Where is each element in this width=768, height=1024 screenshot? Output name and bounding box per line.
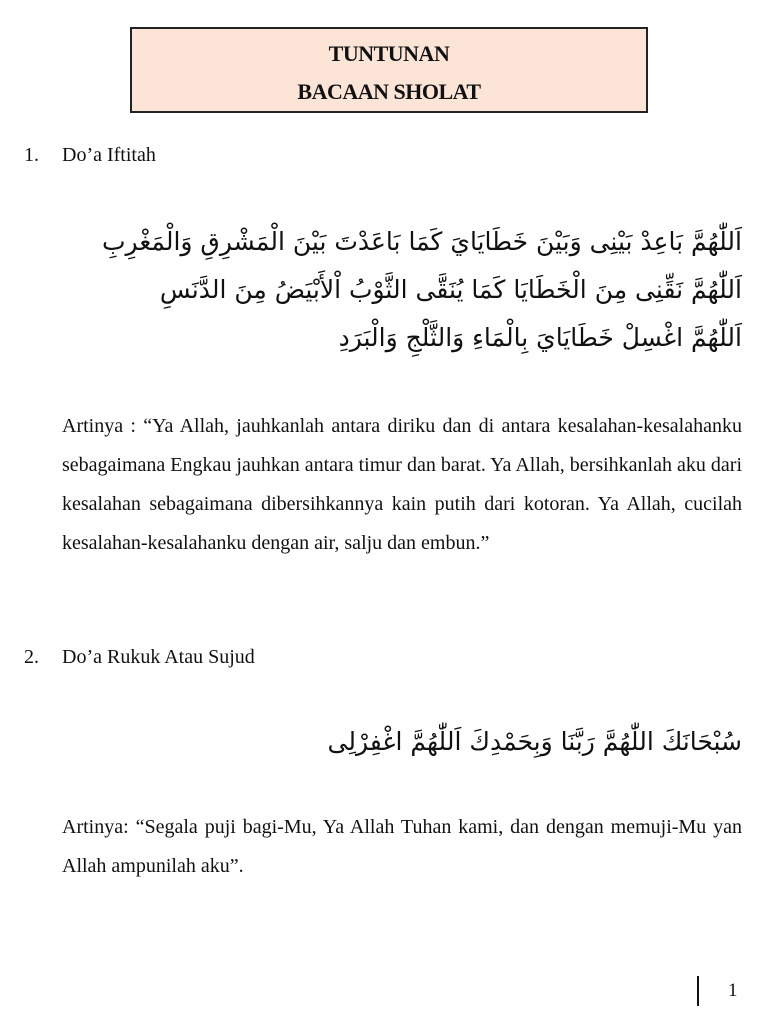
meaning-paragraph-rukuk-sujud: Artinya: “Segala puji bagi-Mu, Ya Allah Tuhan kami, dan dengan memuji-Mu yan Allah ampunilah aku”. — [62, 816, 742, 877]
arabic-line: اَللّٰهُمَّ اغْسِلْ خَطَايَايَ بِالْمَاءِ وَالثَّلْجِ وَالْبَرَدِ — [338, 323, 742, 352]
footer-divider — [697, 976, 699, 1006]
title-line-2: BACAAN SHOLAT — [297, 79, 481, 104]
title-line-1: TUNTUNAN — [328, 41, 450, 66]
page-number: 1 — [728, 980, 738, 1001]
section-title: Do’a Rukuk Atau Sujud — [62, 646, 255, 668]
meaning-paragraph-iftitah: Artinya : “Ya Allah, jauhkanlah antara diriku dan di antara kesalahan-kesalahanku sebagaimana Engkau jauhkan antara timur dan barat. Ya Allah, bersihkanlah aku dari kesalahan sebagaimana dibersihkannya kain putih dari kotoran. Ya Allah, cucilah kesalahan-kesalahanku dengan air, salju dan embun.” — [62, 415, 742, 554]
arabic-line: اَللّٰهُمَّ نَقِّنِى مِنَ الْخَطَايَا كَمَا يُنَقَّى الثَّوْبُ اْلأَبْيَضُ مِنَ الدَّنَسِ — [159, 275, 742, 304]
arabic-line: اَللّٰهُمَّ بَاعِدْ بَيْنِى وَبَيْنَ خَطَايَايَ كَمَا بَاعَدْتَ بَيْنَ الْمَشْرِقِ وَالْمَغْرِبِ — [102, 227, 742, 256]
section-heading-rukuk-sujud — [24, 646, 255, 669]
section-title: Do’a Iftitah — [62, 144, 156, 166]
document-title-box — [130, 27, 648, 113]
arabic-line: سُبْحَانَكَ اللّٰهُمَّ رَبَّنَا وَبِحَمْدِكَ اَللّٰهُمَّ اغْفِرْلِى — [327, 727, 742, 756]
section-number: 1. — [24, 144, 39, 166]
section-number: 2. — [24, 646, 39, 668]
section-heading-iftitah — [24, 144, 156, 167]
arabic-text-iftitah — [102, 218, 742, 362]
arabic-text-rukuk-sujud — [328, 718, 742, 766]
